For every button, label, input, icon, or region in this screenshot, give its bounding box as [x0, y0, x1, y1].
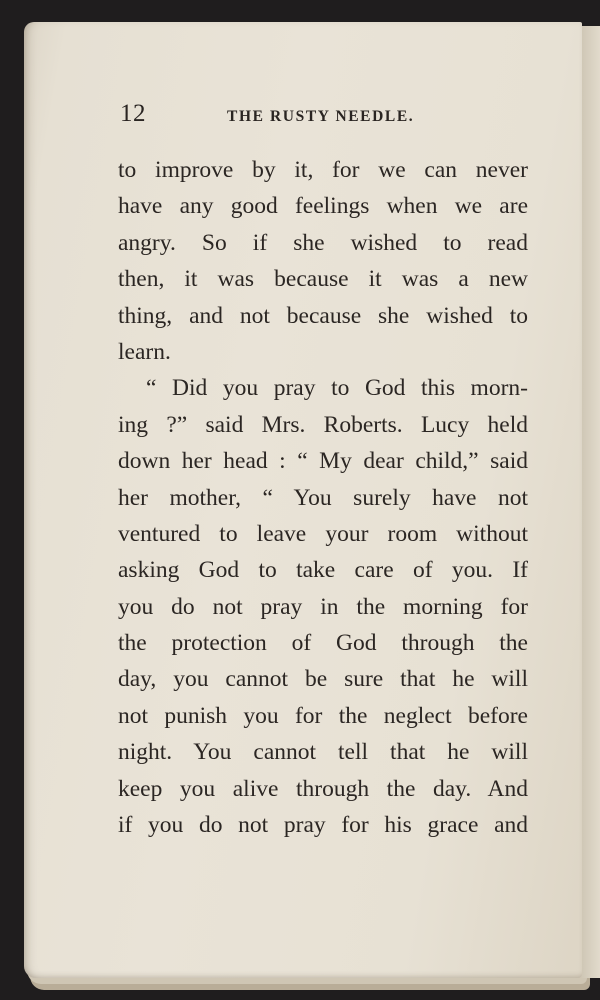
text-line: keep you alive through the day. And	[118, 775, 528, 802]
text-line: asking God to take care of you. If	[118, 557, 528, 584]
text-line: angry. So if she wished to read	[118, 229, 528, 256]
text-line: night. You cannot tell that he will	[118, 739, 528, 766]
text-line: have any good feelings when we are	[118, 193, 528, 220]
text-line: “ Did you pray to God this morn-	[146, 375, 528, 402]
text-line: not punish you for the neglect before	[118, 702, 528, 729]
text-line: day, you cannot be sure that he will	[118, 666, 528, 693]
page-number: 12	[120, 100, 146, 127]
text-line: you do not pray in the morning for	[118, 593, 528, 620]
text-line: ventured to leave your room without	[118, 520, 528, 547]
text-line: her mother, “ You surely have not	[118, 484, 528, 511]
facing-page-edge	[582, 26, 600, 978]
text-line: down her head : “ My dear child,” said	[118, 448, 528, 475]
running-title: THE RUSTY NEEDLE.	[227, 108, 415, 125]
text-line: ing ?” said Mrs. Roberts. Lucy held	[118, 411, 528, 438]
running-head	[120, 100, 540, 134]
text-line: learn.	[118, 338, 171, 365]
text-line: to improve by it, for we can never	[118, 157, 528, 183]
body-text	[118, 152, 528, 843]
text-line: if you do not pray for his grace and	[118, 812, 528, 839]
text-line: then, it was because it was a new	[118, 266, 528, 293]
text-line: thing, and not because she wished to	[118, 302, 528, 329]
text-line: the protection of God through the	[118, 630, 528, 657]
